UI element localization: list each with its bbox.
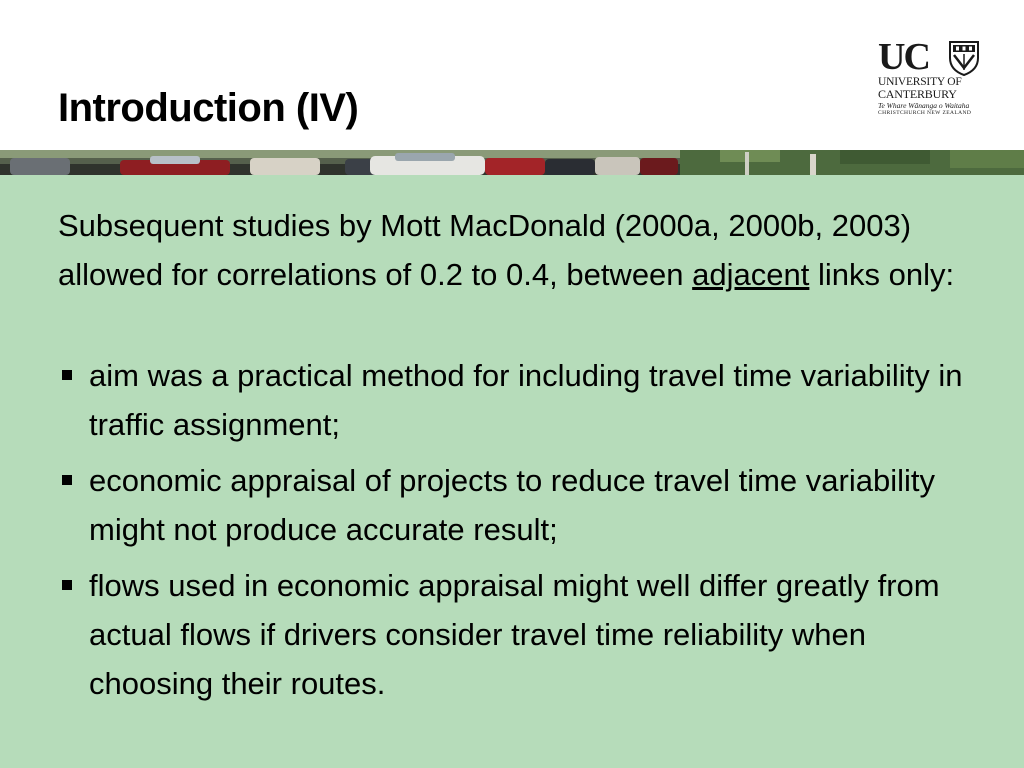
logo-line-university-of: UNIVERSITY OF <box>878 76 962 88</box>
bullet-text: economic appraisal of projects to reduce travel time variability might not produce accurate result; <box>89 463 935 547</box>
lead-paragraph <box>58 201 998 299</box>
university-logo <box>878 38 982 120</box>
lead-underlined-word: adjacent <box>692 257 810 292</box>
logo-line-canterbury: CANTERBURY <box>878 87 957 101</box>
square-bullet-icon <box>62 580 72 590</box>
slide-header <box>0 0 1024 150</box>
slide-body <box>0 175 1024 768</box>
logo-city: CHRISTCHURCH NEW ZEALAND <box>878 110 972 116</box>
lead-text-start: Subsequent studies by Mott MacDonald (2000a, 2000b, 2003) allowed for correlations of 0.2 to 0.4, between <box>58 208 912 292</box>
lead-text-end: links only: <box>809 257 955 292</box>
square-bullet-icon <box>62 475 72 485</box>
square-bullet-icon <box>62 370 72 380</box>
bullet-text: aim was a practical method for including travel time variability in traffic assignment; <box>89 358 963 442</box>
traffic-photo-banner <box>0 150 1024 175</box>
list-item <box>58 456 998 554</box>
slide-title: Introduction (IV) <box>58 86 359 130</box>
bullet-text: flows used in economic appraisal might well differ greatly from actual flows if drivers consider travel time reliability when choosing their routes. <box>89 568 940 701</box>
traffic-photo-graphic <box>0 150 1024 175</box>
list-item <box>58 351 998 449</box>
logo-maori-name: Te Whare Wānanga o Waitaha <box>878 101 970 110</box>
list-item <box>58 561 998 708</box>
bullet-list <box>58 351 998 715</box>
logo-mark: UC <box>878 36 929 78</box>
university-crest-icon <box>948 40 980 76</box>
